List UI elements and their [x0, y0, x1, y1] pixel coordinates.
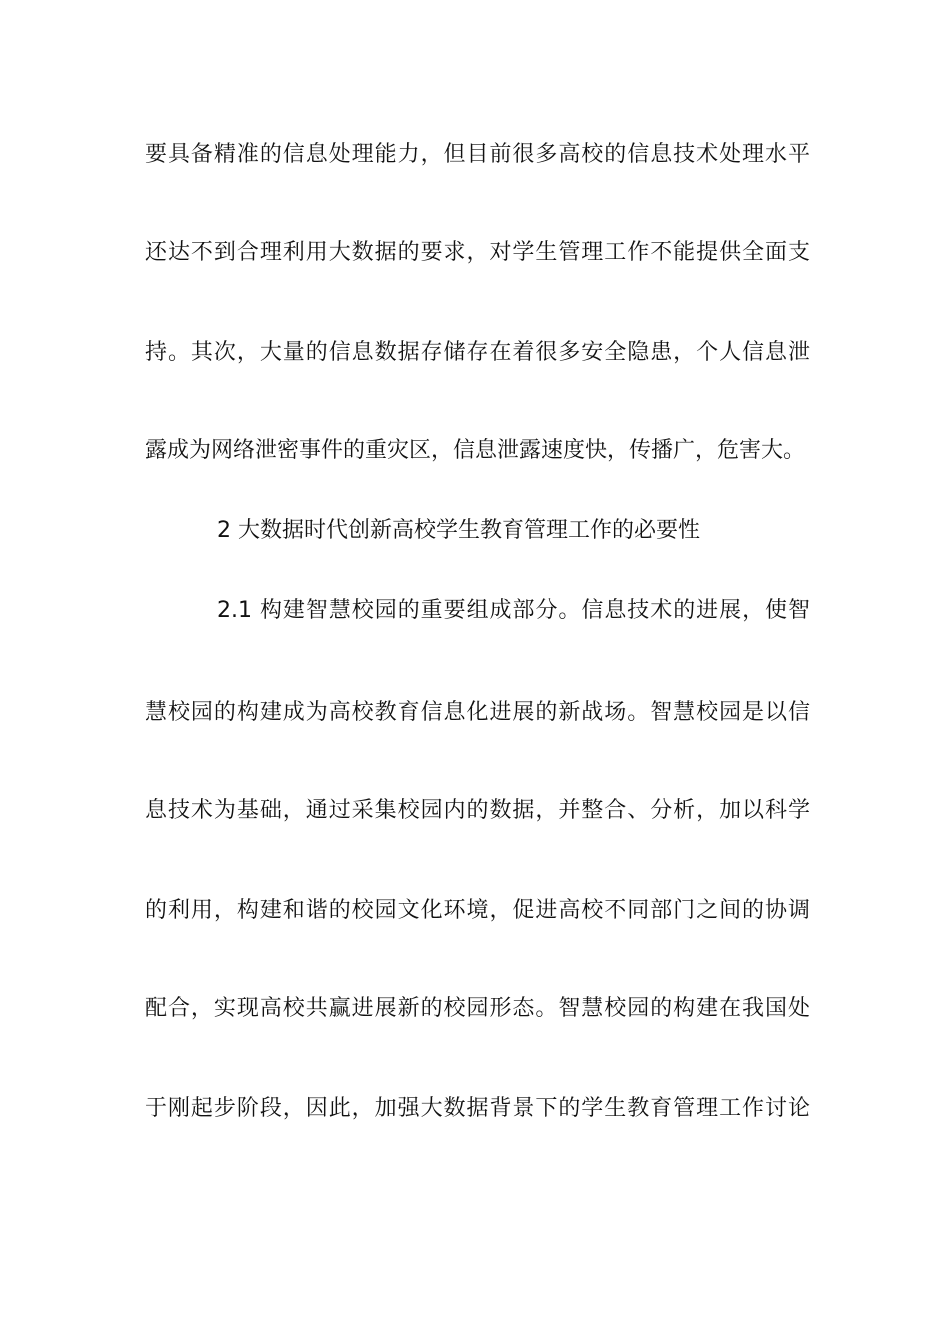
paragraph-line: 慧校园的构建成为高校教育信息化进展的新战场。智慧校园是以信 — [145, 700, 810, 725]
paragraph-line: 息技术为基础，通过采集校园内的数据，并整合、分析，加以科学 — [145, 798, 810, 823]
paragraph-line: 于刚起步阶段，因此，加强大数据背景下的学生教育管理工作讨论 — [145, 1096, 810, 1121]
paragraph-line: 配合，实现高校共赢进展新的校园形态。智慧校园的构建在我国处 — [145, 996, 810, 1021]
paragraph-line: 露成为网络泄密事件的重灾区，信息泄露速度快，传播广，危害大。 — [145, 438, 806, 463]
paragraph-line: 的利用，构建和谐的校园文化环境，促进高校不同部门之间的协调 — [145, 898, 810, 923]
paragraph-line: 持。其次，大量的信息数据存储存在着很多安全隐患，个人信息泄 — [145, 340, 810, 365]
paragraph-line: 还达不到合理利用大数据的要求，对学生管理工作不能提供全面支 — [145, 240, 810, 265]
paragraph-first-line: 2.1 构建智慧校园的重要组成部分。信息技术的进展，使智 — [217, 598, 810, 623]
section-heading: 2 大数据时代创新高校学生教育管理工作的必要性 — [217, 518, 700, 543]
paragraph-line: 要具备精准的信息处理能力，但目前很多高校的信息技术处理水平 — [145, 142, 810, 167]
